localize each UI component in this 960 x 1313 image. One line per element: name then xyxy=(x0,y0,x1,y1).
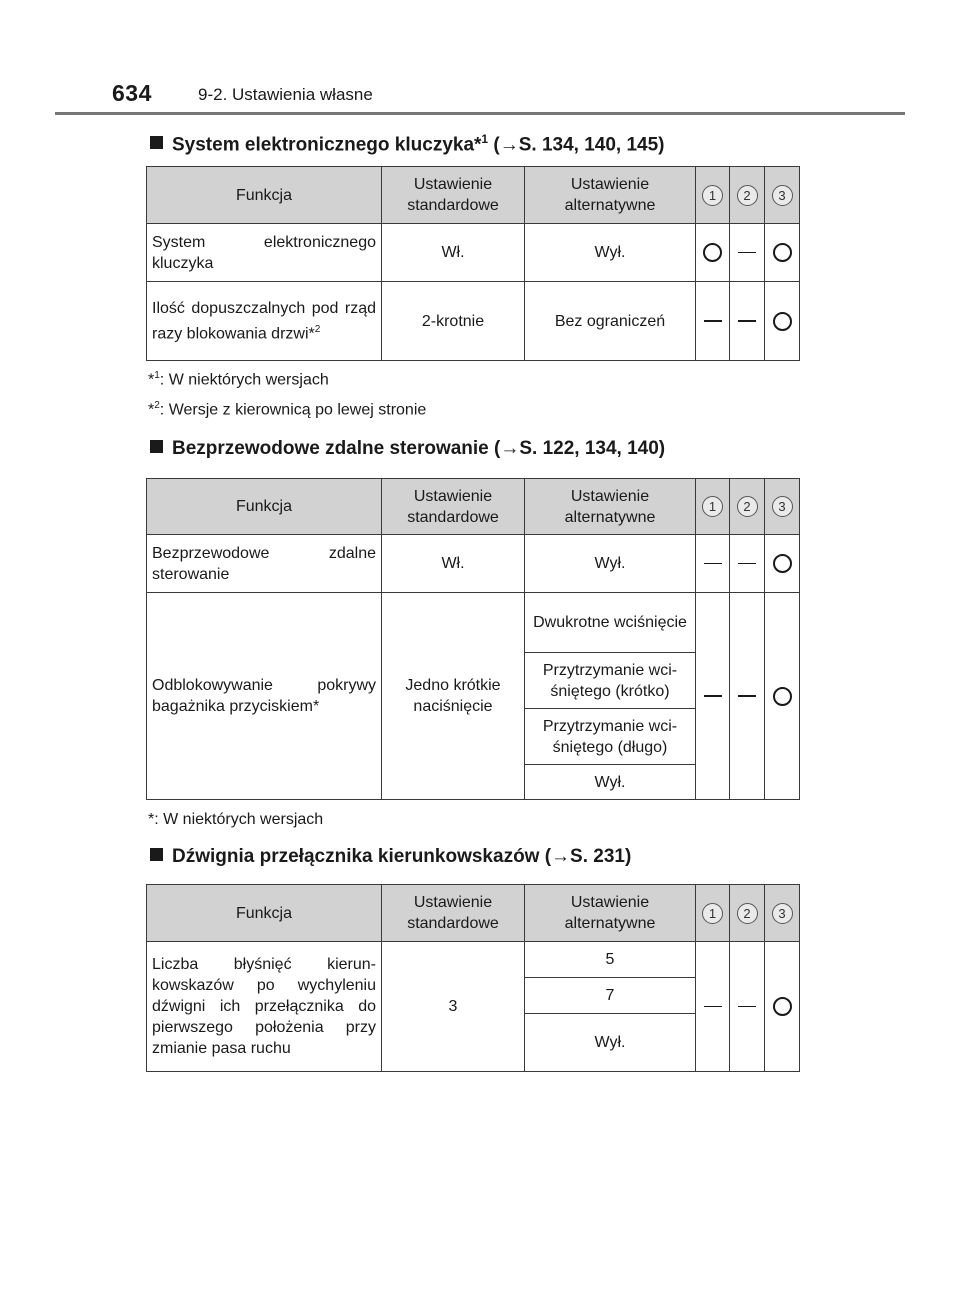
alternative-cell: Wył. xyxy=(525,765,696,800)
alternative-cell: 7 xyxy=(525,978,696,1014)
column-header-function: Funkcja xyxy=(147,167,382,224)
circle-mark-icon xyxy=(773,243,792,262)
header-divider xyxy=(55,112,905,115)
function-cell: System elektronicznego kluczyka xyxy=(147,224,382,282)
column-header-function: Funkcja xyxy=(147,479,382,535)
dash-mark-icon xyxy=(704,320,722,322)
mark-cell-2 xyxy=(730,224,765,282)
mark-cell-1 xyxy=(696,282,730,361)
dash-mark-icon xyxy=(738,563,756,565)
settings-table-remote-control xyxy=(146,478,800,800)
circle-mark-icon xyxy=(773,554,792,573)
table-row xyxy=(147,282,800,361)
default-cell: 2-krotnie xyxy=(382,282,525,361)
settings-table-turn-signal xyxy=(146,884,800,1072)
square-bullet-icon xyxy=(150,440,163,453)
chapter-title: 9-2. Ustawienia własne xyxy=(198,85,373,104)
alternative-cell: Przytrzymanie wci-śniętego (krótko) xyxy=(525,653,696,709)
default-cell: Wł. xyxy=(382,535,525,593)
function-cell: Bezprzewodowe zdalne sterowanie xyxy=(147,535,382,593)
mark-cell-1 xyxy=(696,535,730,593)
column-header-num-1 xyxy=(696,885,730,942)
column-header-num-2 xyxy=(730,885,765,942)
mark-cell-3 xyxy=(765,593,800,800)
page-header xyxy=(112,80,902,114)
mark-cell-1 xyxy=(696,224,730,282)
column-header-num-2 xyxy=(730,167,765,224)
column-header-alternative: Ustawienie alternatywne xyxy=(525,479,696,535)
section-reference: (→S. 134, 140, 145) xyxy=(488,134,665,156)
alternative-cell: 5 xyxy=(525,942,696,978)
function-cell: Liczba błyśnięć kierun-kowskazów po wychyleniu dźwigni ich przełącznika do pierwszego położenia przy zmianie pasa ruchu xyxy=(147,942,382,1072)
circled-number-3-icon: 3 xyxy=(772,496,793,517)
circle-mark-icon xyxy=(773,687,792,706)
alternative-cell: Wył. xyxy=(525,535,696,593)
mark-cell-1 xyxy=(696,593,730,800)
mark-cell-1 xyxy=(696,942,730,1072)
table-row xyxy=(147,535,800,593)
table-row xyxy=(147,942,800,978)
circled-number-1-icon: 1 xyxy=(702,185,723,206)
section-title-remote-control: Bezprzewodowe zdalne sterowanie (→S. 122, 134, 140) xyxy=(150,438,665,460)
dash-mark-icon xyxy=(738,1006,756,1008)
mark-cell-2 xyxy=(730,535,765,593)
column-header-num-3 xyxy=(765,167,800,224)
mark-cell-3 xyxy=(765,535,800,593)
mark-cell-2 xyxy=(730,593,765,800)
dash-mark-icon xyxy=(704,695,722,697)
column-header-num-1 xyxy=(696,167,730,224)
section-title-turn-signal: Dźwignia przełącznika kierunkowskazów (→S. 231) xyxy=(150,846,631,868)
mark-cell-3 xyxy=(765,942,800,1072)
square-bullet-icon xyxy=(150,848,163,861)
footnote: *: W niektórych wersjach xyxy=(148,811,324,828)
settings-table-smart-key xyxy=(146,166,800,361)
column-header-num-3 xyxy=(765,479,800,535)
column-header-alternative: Ustawienie alternatywne xyxy=(525,885,696,942)
column-header-alternative: Ustawienie alternatywne xyxy=(525,167,696,224)
section-reference: (→S. 122, 134, 140) xyxy=(488,438,666,459)
footnote-2: *$^2$: Wersje z kierownicą po lewej stronie xyxy=(148,400,427,419)
circled-number-2-icon: 2 xyxy=(737,185,758,206)
column-header-num-2 xyxy=(730,479,765,535)
column-header-default: Ustawienie standardowe xyxy=(382,885,525,942)
square-bullet-icon xyxy=(150,136,163,149)
column-header-num-1 xyxy=(696,479,730,535)
table-row xyxy=(147,224,800,282)
circled-number-1-icon: 1 xyxy=(702,496,723,517)
table-row xyxy=(147,593,800,653)
default-cell: Wł. xyxy=(382,224,525,282)
circle-mark-icon xyxy=(703,243,722,262)
section-title-smart-key: System elektronicznego kluczyka*$^1$ (→S. 134, 140, 145) xyxy=(150,132,665,156)
default-cell: 3 xyxy=(382,942,525,1072)
section-reference: (→S. 231) xyxy=(539,846,632,867)
function-cell: Odblokowywanie pokrywy bagażnika przyciskiem* xyxy=(147,593,382,800)
mark-cell-3 xyxy=(765,282,800,361)
dash-mark-icon xyxy=(704,1006,722,1008)
circle-mark-icon xyxy=(773,312,792,331)
alternative-cell: Wył. xyxy=(525,224,696,282)
function-cell: Ilość dopuszczalnych pod rząd razy blokowania drzwi*$^2$ xyxy=(147,282,382,361)
circle-mark-icon xyxy=(773,997,792,1016)
page-number: 634 xyxy=(112,80,152,106)
column-header-num-3 xyxy=(765,885,800,942)
mark-cell-3 xyxy=(765,224,800,282)
circled-number-3-icon: 3 xyxy=(772,903,793,924)
circled-number-1-icon: 1 xyxy=(702,903,723,924)
dash-mark-icon xyxy=(738,320,756,322)
footnote-1: *$^1$: W niektórych wersjach xyxy=(148,370,329,389)
column-header-default: Ustawienie standardowe xyxy=(382,479,525,535)
circled-number-3-icon: 3 xyxy=(772,185,793,206)
circled-number-2-icon: 2 xyxy=(737,903,758,924)
column-header-default: Ustawienie standardowe xyxy=(382,167,525,224)
column-header-function: Funkcja xyxy=(147,885,382,942)
circled-number-2-icon: 2 xyxy=(737,496,758,517)
alternative-cell: Przytrzymanie wci-śniętego (długo) xyxy=(525,709,696,765)
alternative-cell: Wył. xyxy=(525,1014,696,1072)
dash-mark-icon xyxy=(704,563,722,565)
default-cell: Jedno krótkie naciśnięcie xyxy=(382,593,525,800)
alternative-cell: Bez ograniczeń xyxy=(525,282,696,361)
mark-cell-2 xyxy=(730,282,765,361)
dash-mark-icon xyxy=(738,695,756,697)
mark-cell-2 xyxy=(730,942,765,1072)
alternative-cell: Dwukrotne wciśnięcie xyxy=(525,593,696,653)
dash-mark-icon xyxy=(738,252,756,254)
